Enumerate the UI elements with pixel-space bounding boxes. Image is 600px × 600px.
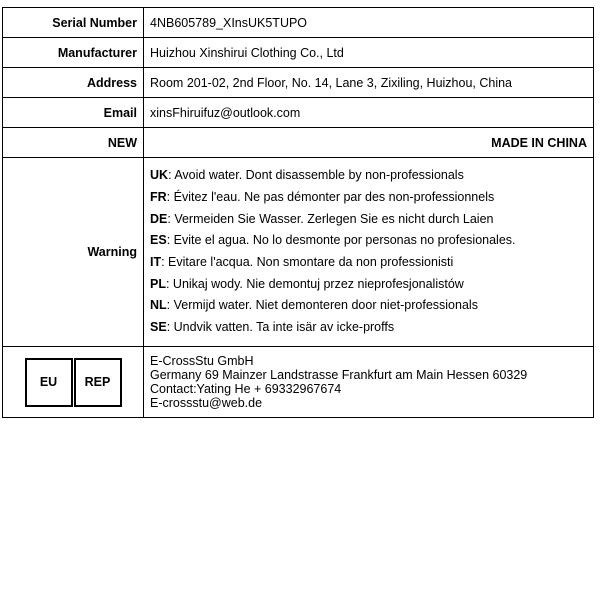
email-value: xinsFhiruifuz@outlook.com — [144, 98, 594, 128]
serial-value: 4NB605789_XInsUK5TUPO — [144, 8, 594, 38]
address-value: Room 201-02, 2nd Floor, No. 14, Lane 3, Zixiling, Huizhou, China — [144, 68, 594, 98]
new-label: NEW — [3, 128, 144, 158]
warning-list — [150, 165, 587, 339]
eu-rep-badge-cell — [3, 347, 144, 418]
email-label: Email — [3, 98, 144, 128]
warning-lang-code: UK — [150, 168, 169, 183]
warning-text: : Evite el agua. No lo desmonte por personas no profesionales. — [166, 233, 516, 248]
eu-rep-badge — [9, 358, 137, 407]
eu-rep-address: Germany 69 Mainzer Landstrasse Frankfurt am Main Hessen 60329 — [150, 368, 528, 382]
warning-lang-code: ES — [150, 233, 167, 248]
warning-lang-code: FR — [150, 189, 167, 204]
product-label-table — [2, 7, 594, 418]
made-in-china-text: MADE IN CHINA — [144, 128, 594, 158]
warning-item — [150, 230, 587, 252]
warning-item — [150, 252, 587, 274]
warning-label: Warning — [3, 158, 144, 347]
warning-lang-code: NL — [150, 298, 167, 313]
eu-rep-row — [3, 347, 594, 418]
warning-item — [150, 295, 587, 317]
warning-row — [3, 158, 594, 347]
serial-row — [3, 8, 594, 38]
eu-rep-lines — [150, 354, 587, 410]
warning-text: : Unikaj wody. Nie demontuj przez nieprofesjonalistów — [165, 276, 464, 291]
warning-text: : Vermeiden Sie Wasser. Zerlegen Sie es nicht durch Laien — [167, 211, 494, 226]
warning-text: : Évitez l'eau. Ne pas démonter par des non-professionnels — [166, 189, 495, 204]
warning-lang-code: SE — [150, 320, 167, 335]
warning-cell — [144, 158, 594, 347]
warning-lang-code: PL — [150, 276, 166, 291]
warning-item — [150, 274, 587, 296]
eu-rep-contact: Contact:Yating He + 69332967674 — [150, 382, 342, 396]
address-label: Address — [3, 68, 144, 98]
eu-badge-box: EU — [25, 358, 73, 407]
eu-rep-company: E-CrossStu GmbH — [150, 354, 254, 368]
warning-text: : Avoid water. Dont disassemble by non-professionals — [168, 168, 464, 183]
address-row — [3, 68, 594, 98]
manufacturer-row — [3, 38, 594, 68]
warning-text: : Vermijd water. Niet demonteren door niet-professionals — [166, 298, 478, 313]
warning-lang-code: IT — [150, 255, 162, 269]
email-row — [3, 98, 594, 128]
manufacturer-label: Manufacturer — [3, 38, 144, 68]
status-row — [3, 128, 594, 158]
warning-text: : Evitare l'acqua. Non smontare da non professionisti — [161, 255, 454, 269]
serial-label: Serial Number — [3, 8, 144, 38]
manufacturer-value: Huizhou Xinshirui Clothing Co., Ltd — [144, 38, 594, 68]
warning-item — [150, 317, 587, 339]
eu-rep-info — [144, 347, 594, 418]
rep-badge-box: REP — [74, 358, 122, 407]
eu-rep-email: E-crossstu@web.de — [150, 396, 263, 410]
warning-lang-code: DE — [150, 211, 168, 226]
warning-item — [150, 187, 587, 209]
warning-item — [150, 209, 587, 231]
warning-item — [150, 165, 587, 187]
warning-text: : Undvik vatten. Ta inte isär av icke-proffs — [166, 320, 395, 335]
